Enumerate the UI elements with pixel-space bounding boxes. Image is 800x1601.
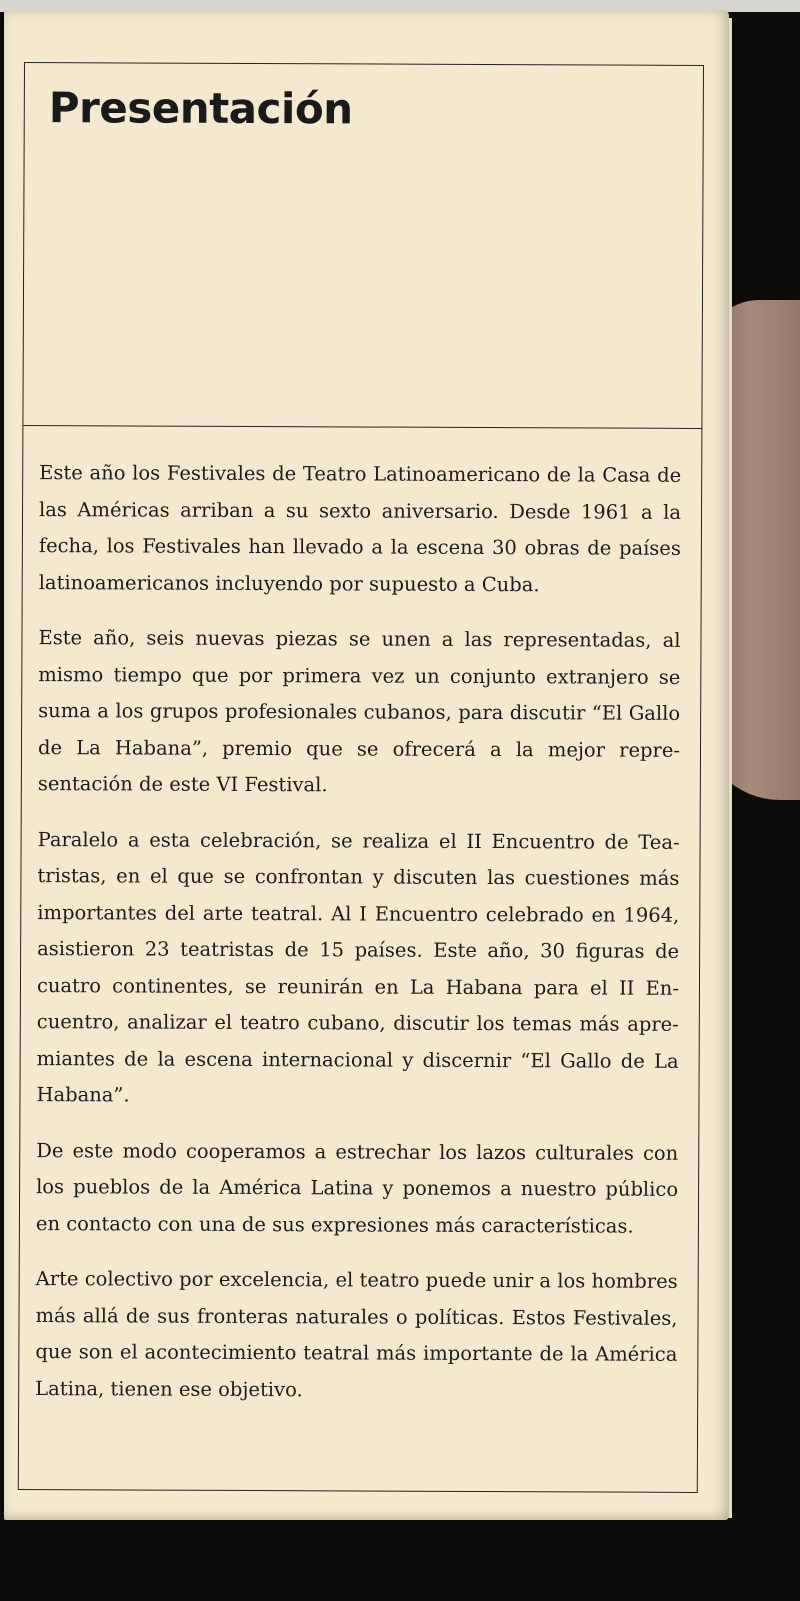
- paragraph-1: Este año los Festivales de Teatro Latinoamericano de la Casa de las Américas arriban a su sexto aniversario. Desde 1961 a la fecha, los Festivales han llevado a la escena 30 obras de países latinoamericanos incluyendo por supuesto a Cuba.: [38, 461, 682, 596]
- paragraph-4: De este modo cooperamos a estrechar los lazos culturales con los pueblos de la América Latina y ponemos a nuestro público en contacto con una de sus expresiones más características.: [35, 1138, 679, 1238]
- page-frame: [18, 62, 704, 1493]
- body-text: [35, 455, 681, 1410]
- paragraph-3: Paralelo a esta celebración, se realiza el II Encuentro de Teatristas, en el que se confrontan y discuten las cuestiones más importantes del arte teatral. Al I Encuentro celebrado en 1964, asistieron 23 teatristas de 15 países. Este año, 30 figuras de cuatro continentes, se reunirán en La Habana para el II Encuentro, analizar el teatro cubano, discutir los temas más apremiantes de la escena internacional y discernir “El Gallo de La Habana”.: [36, 827, 680, 1107]
- paragraph-5: Arte colectivo por excelencia, el teatro puede unir a los hombres más allá de sus fronteras naturales o políticas. Estos Festivales, que son el acontecimiento teatral más importante de la América Latina, tienen ese objetivo.: [35, 1267, 678, 1401]
- booklet-page: [4, 10, 729, 1520]
- page-title: Presentación: [48, 83, 353, 134]
- paragraph-2: Este año, seis nuevas piezas se unen a las representadas, al mismo tiempo que por primera vez un conjunto extranjero se suma a los grupos profesionales cubanos, para discutir “El Gallo de La Habana”, premio que se ofrecerá a la mejor representación de este VI Festival.: [37, 626, 681, 797]
- title-divider: [23, 425, 701, 429]
